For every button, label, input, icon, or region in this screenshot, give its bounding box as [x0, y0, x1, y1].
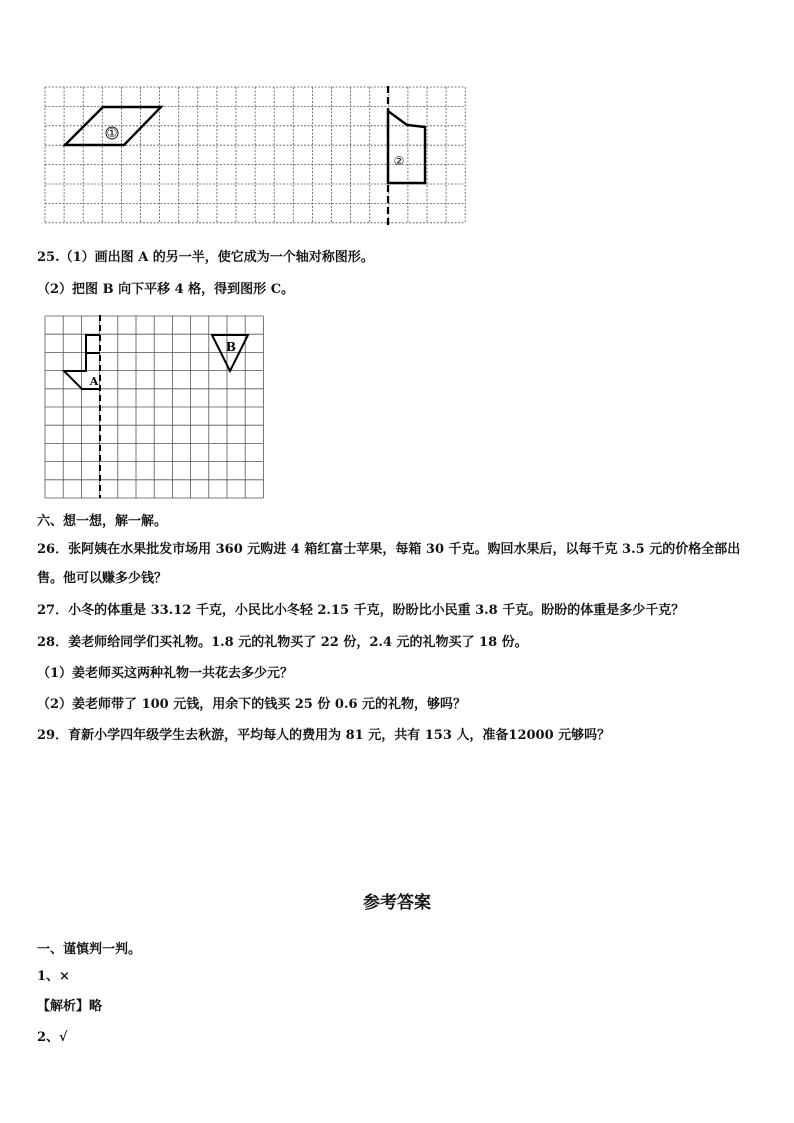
figure-grid-1 [44, 86, 468, 228]
q27-line1: 27．小冬的体重是 33.12 千克，小民比小冬轻 2.15 千克，盼盼比小民重 3.8 千克。盼盼的体重是多少千克？ [37, 603, 685, 618]
answer-item-1: 1、× [37, 969, 70, 984]
q25-part1: 25.（1）画出图 A 的另一半，使它成为一个轴对称图形。 [37, 250, 374, 265]
shape-label-1: ① [106, 126, 118, 140]
answer-item-1-analysis: 【解析】略 [37, 999, 103, 1014]
q28-part1: （1）姜老师买这两种礼物一共花去多少元？ [37, 666, 294, 681]
answer-item-2: 2、√ [37, 1030, 68, 1045]
shape-label-b: B [225, 340, 237, 354]
quadrilateral-shape-2 [388, 111, 425, 183]
q29-line1: 29．育新小学四年级学生去秋游，平均每人的费用为 81 元，共有 153 人，准备12000 元够吗？ [37, 728, 611, 743]
shape-label-2: ② [393, 154, 405, 168]
answers-title: 参考答案 [363, 893, 431, 913]
figure-grid-2 [44, 315, 270, 501]
q26-line1: 26．张阿姨在水果批发市场用 360 元购进 4 箱红富士苹果，每箱 30 千克。购回水果后，以每千克 3.5 元的价格全部出 [37, 542, 741, 557]
q28-line1: 28．姜老师给同学们买礼物。1.8 元的礼物买了 22 份，2.4 元的礼物买了 18 份。 [37, 635, 528, 650]
section-6-heading: 六、想一想，解一解。 [37, 514, 168, 529]
shape-label-a: A [89, 375, 99, 388]
q25-part2: （2）把图 B 向下平移 4 格，得到图形 C。 [37, 282, 295, 297]
answers-section-1: 一、谨慎判一判。 [37, 942, 142, 957]
q26-line2: 售。他可以赚多少钱？ [37, 571, 168, 586]
q28-part2: （2）姜老师带了 100 元钱，用余下的钱买 25 份 0.6 元的礼物，够吗？ [37, 697, 467, 712]
